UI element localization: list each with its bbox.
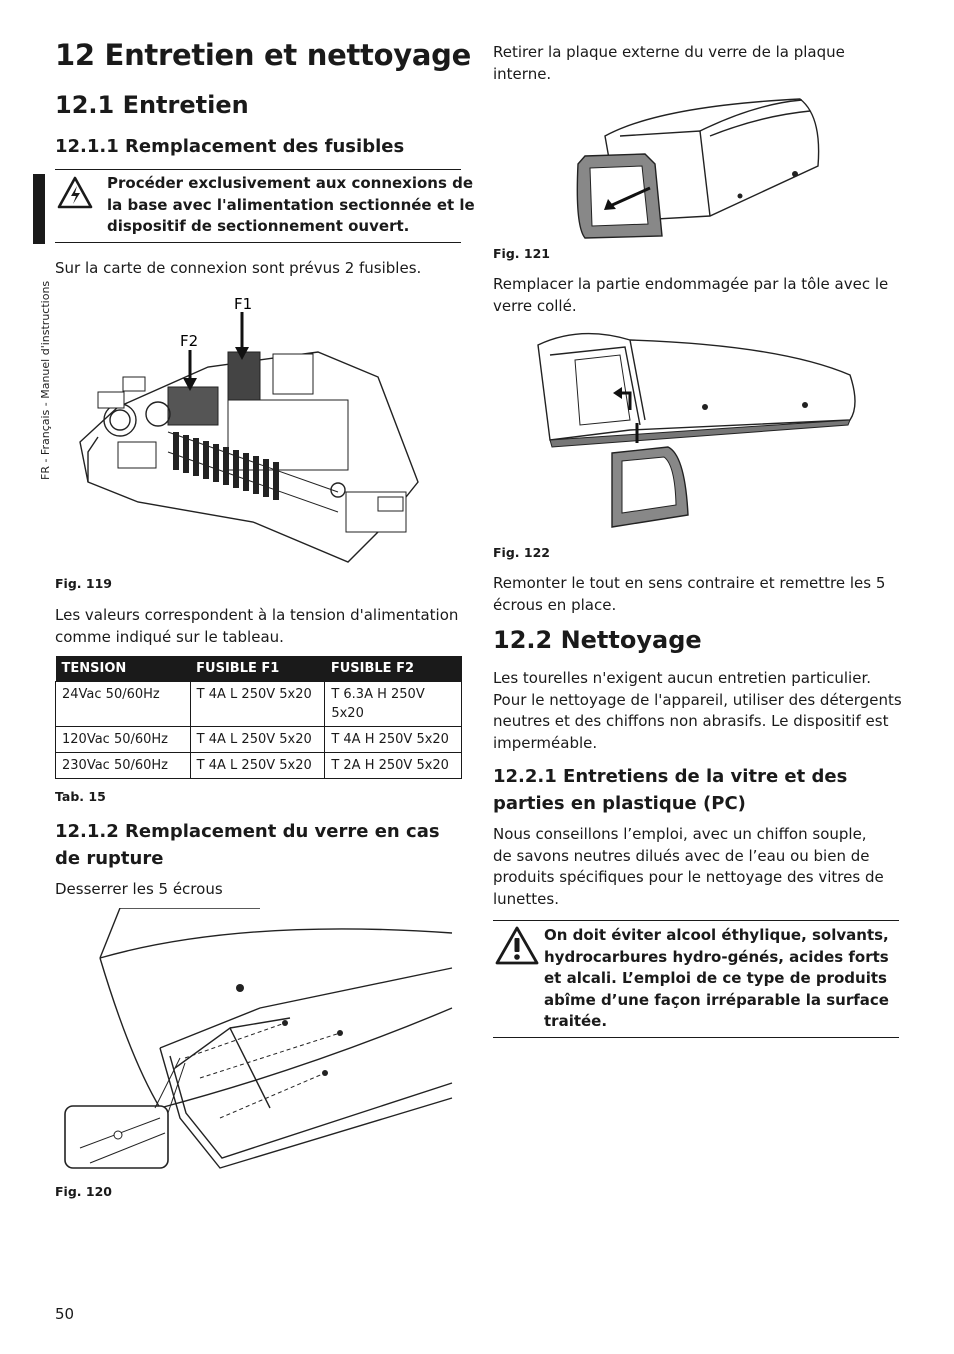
cleaning-text — [493, 668, 902, 754]
warning-icon — [495, 926, 539, 966]
sidebar-label: FR - Français - Manuel d'instructions — [39, 280, 52, 480]
text-line: Remonter le tout en sens contraire et remettre les 5 — [493, 574, 886, 592]
warning-line: On doit éviter alcool éthylique, solvants, — [544, 926, 889, 944]
text-line: lunettes. — [493, 889, 559, 908]
text-line: imperméable. — [493, 733, 598, 752]
caution-warning-box — [493, 920, 899, 1038]
text-line: verre collé. — [493, 296, 577, 315]
warning-line: abîme d’une façon irréparable la surface — [544, 990, 889, 1009]
section-title-12-2: 12.2 Nettoyage — [493, 626, 702, 654]
warning-line: traitée. — [544, 1012, 608, 1030]
reassemble-text — [493, 573, 885, 616]
text-line: produits spécifiques pour le nettoyage des vitres de — [493, 868, 884, 886]
section-title-12-1-2 — [55, 818, 440, 872]
text-line: écrous en place. — [493, 595, 617, 614]
table-row — [56, 753, 462, 779]
fuse-table — [55, 656, 462, 779]
title-line: de rupture — [55, 848, 164, 869]
table-cell: 120Vac 50/60Hz — [56, 727, 191, 753]
fig-label-f2: F2 — [180, 332, 199, 350]
text-line: Pour le nettoyage de l'appareil, utiliser des détergents — [493, 690, 902, 709]
text-line: Les tourelles n'exigent aucun entretien particulier. — [493, 669, 871, 687]
section-title-12-1-1: 12.1.1 Remplacement des fusibles — [55, 136, 405, 157]
text-line: Remplacer la partie endommagée par la tôle avec le — [493, 275, 889, 293]
table-cell: T 2A H 250V 5x20 — [325, 753, 462, 779]
sidebar-marker — [33, 174, 45, 244]
warning-line: hydrocarbures hydro-génés, acides forts — [544, 947, 889, 966]
table-cell: T 6.3A H 250V 5x20 — [325, 682, 462, 727]
fig-119-caption: Fig. 119 — [55, 576, 112, 591]
fig-label-f1: F1 — [234, 295, 253, 313]
fig-119-illustration — [78, 292, 424, 564]
warning-line: dispositif de sectionnement ouvert. — [107, 217, 410, 235]
fig-122-illustration — [530, 325, 860, 535]
table-cell: T 4A H 250V 5x20 — [325, 727, 462, 753]
warning-line: la base avec l'alimentation sectionnée et le — [107, 195, 475, 214]
nuts-instruction: Desserrer les 5 écrous — [55, 880, 223, 898]
table-row — [56, 727, 462, 753]
title-line: 12.2.1 Entretiens de la vitre et des — [493, 766, 848, 787]
glass-care-text — [493, 824, 884, 910]
electric-hazard-icon — [57, 176, 93, 210]
fig-120-illustration — [60, 908, 455, 1173]
section-title-12-2-1 — [493, 763, 847, 817]
fig-120-caption: Fig. 120 — [55, 1184, 112, 1199]
text-line: neutres et des chiffons non abrasifs. Le dispositif est — [493, 712, 889, 730]
title-line: 12.1.2 Remplacement du verre en cas — [55, 821, 440, 842]
table-cell: 24Vac 50/60Hz — [56, 682, 191, 727]
remove-plate-text — [493, 42, 845, 85]
table-cell: 230Vac 50/60Hz — [56, 753, 191, 779]
table-cell: T 4A L 250V 5x20 — [190, 753, 325, 779]
table-header: FUSIBLE F1 — [190, 656, 325, 682]
title-line: parties en plastique (PC) — [493, 793, 746, 814]
section-title-12-1: 12.1 Entretien — [55, 91, 249, 119]
replace-part-text — [493, 274, 888, 317]
table-caption: Tab. 15 — [55, 789, 106, 804]
fig-121-illustration — [570, 96, 822, 246]
table-header: TENSION — [56, 656, 191, 682]
text-line: comme indiqué sur le tableau. — [55, 627, 284, 646]
text-line: Nous conseillons l’emploi, avec un chiffon souple, — [493, 825, 867, 843]
text-line: de savons neutres dilués avec de l’eau ou bien de — [493, 846, 870, 865]
text-line: Retirer la plaque externe du verre de la plaque — [493, 43, 845, 61]
fuses-intro: Sur la carte de connexion sont prévus 2 fusibles. — [55, 259, 422, 277]
fig-121-caption: Fig. 121 — [493, 246, 550, 261]
electric-warning-box — [55, 169, 475, 243]
table-intro — [55, 605, 458, 648]
table-cell: T 4A L 250V 5x20 — [190, 682, 325, 727]
text-line: Les valeurs correspondent à la tension d'alimentation — [55, 606, 459, 624]
warning-line: Procéder exclusivement aux connexions de — [107, 174, 474, 192]
electric-warning-text — [107, 173, 475, 238]
table-row — [56, 682, 462, 727]
text-line: interne. — [493, 64, 552, 83]
fig-122-caption: Fig. 122 — [493, 545, 550, 560]
chapter-title: 12 Entretien et nettoyage — [55, 38, 471, 72]
table-header-row — [56, 656, 462, 682]
table-cell: T 4A L 250V 5x20 — [190, 727, 325, 753]
table-header: FUSIBLE F2 — [325, 656, 462, 682]
caution-warning-text — [544, 925, 889, 1033]
page-number: 50 — [55, 1305, 75, 1323]
warning-line: et alcali. L’emploi de ce type de produits — [544, 969, 887, 987]
